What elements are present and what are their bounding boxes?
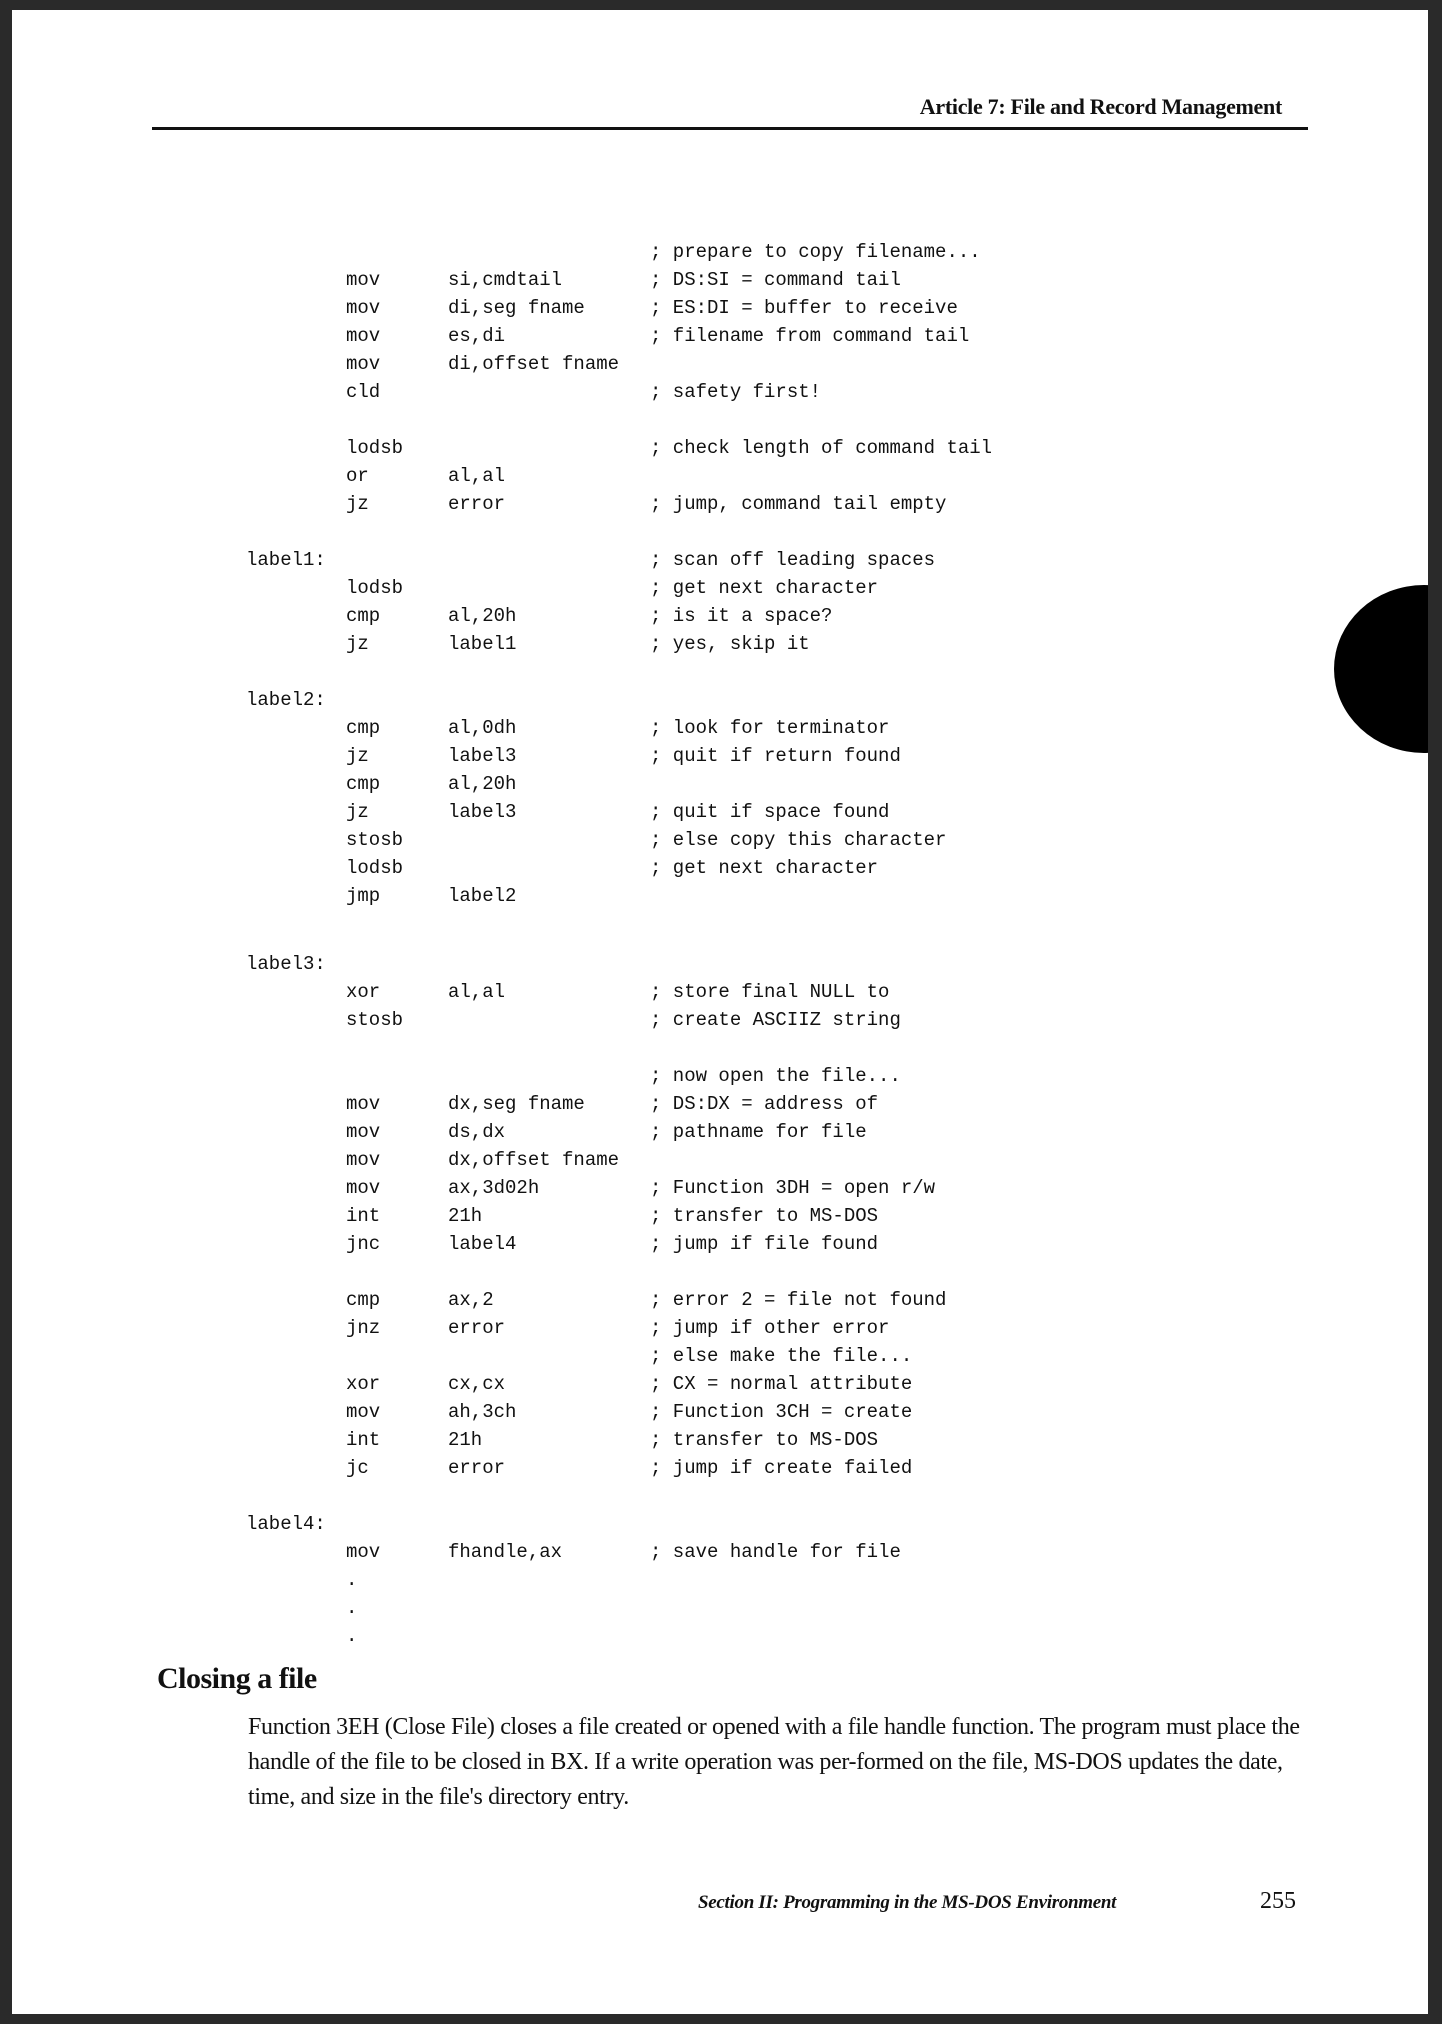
- code-opcode: xor: [346, 1373, 381, 1395]
- code-label: label4:: [246, 1513, 326, 1535]
- code-comment: ; DS:SI = command tail: [650, 269, 901, 291]
- section-heading: Closing a file: [157, 1662, 317, 1695]
- code-opcode: .: [346, 1625, 358, 1647]
- code-opcode: jz: [346, 493, 369, 515]
- code-comment: ; transfer to MS-DOS: [650, 1429, 879, 1451]
- code-operands: ax,2: [448, 1289, 494, 1311]
- code-opcode: jz: [346, 745, 369, 767]
- code-comment: ; now open the file...: [650, 1065, 901, 1087]
- code-opcode: mov: [346, 353, 381, 375]
- code-opcode: cmp: [346, 605, 381, 627]
- code-opcode: jmp: [346, 885, 381, 907]
- code-comment: ; ES:DI = buffer to receive: [650, 297, 958, 319]
- code-opcode: cmp: [346, 1289, 381, 1311]
- code-comment: ; create ASCIIZ string: [650, 1009, 901, 1031]
- code-operands: error: [448, 493, 506, 515]
- code-operands: al,20h: [448, 773, 517, 795]
- code-opcode: .: [346, 1569, 358, 1591]
- code-comment: ; scan off leading spaces: [650, 549, 936, 571]
- code-opcode: mov: [346, 1149, 381, 1171]
- code-operands: label4: [448, 1233, 517, 1255]
- code-comment: ; CX = normal attribute: [650, 1373, 913, 1395]
- code-opcode: int: [346, 1429, 381, 1451]
- code-comment: ; safety first!: [650, 381, 822, 403]
- code-operands: error: [448, 1317, 506, 1339]
- code-operands: es,di: [448, 325, 506, 347]
- code-comment: ; filename from command tail: [650, 325, 970, 347]
- code-comment: ; jump if create failed: [650, 1457, 913, 1479]
- code-opcode: cld: [346, 381, 381, 403]
- code-comment: ; jump if file found: [650, 1233, 879, 1255]
- code-opcode: lodsb: [346, 577, 404, 599]
- code-operands: label1: [448, 633, 517, 655]
- code-comment: ; look for terminator: [650, 717, 890, 739]
- code-opcode: mov: [346, 325, 381, 347]
- code-comment: ; store final NULL to: [650, 981, 890, 1003]
- code-comment: ; Function 3DH = open r/w: [650, 1177, 936, 1199]
- code-opcode: .: [346, 1597, 358, 1619]
- header-rule: [152, 127, 1308, 130]
- code-operands: label3: [448, 745, 517, 767]
- code-label: label2:: [246, 689, 326, 711]
- code-operands: ah,3ch: [448, 1401, 517, 1423]
- code-operands: al,20h: [448, 605, 517, 627]
- code-opcode: stosb: [346, 829, 404, 851]
- code-operands: cx,cx: [448, 1373, 506, 1395]
- code-operands: si,cmdtail: [448, 269, 563, 291]
- code-operands: 21h: [448, 1429, 483, 1451]
- thumb-tab-marker: [1334, 585, 1428, 753]
- code-label: label3:: [246, 953, 326, 975]
- code-comment: ; else make the file...: [650, 1345, 913, 1367]
- code-operands: 21h: [448, 1205, 483, 1227]
- code-comment: ; jump if other error: [650, 1317, 890, 1339]
- code-operands: di,offset fname: [448, 353, 620, 375]
- page-number: 255: [1260, 1888, 1296, 1914]
- code-opcode: xor: [346, 981, 381, 1003]
- code-comment: ; is it a space?: [650, 605, 833, 627]
- code-opcode: mov: [346, 1093, 381, 1115]
- code-comment: ; error 2 = file not found: [650, 1289, 947, 1311]
- code-operands: label3: [448, 801, 517, 823]
- code-opcode: stosb: [346, 1009, 404, 1031]
- code-operands: al,al: [448, 981, 506, 1003]
- code-opcode: jnz: [346, 1317, 381, 1339]
- code-operands: dx,offset fname: [448, 1149, 620, 1171]
- code-opcode: jz: [346, 633, 369, 655]
- code-opcode: cmp: [346, 717, 381, 739]
- code-operands: al,al: [448, 465, 506, 487]
- code-comment: ; pathname for file: [650, 1121, 867, 1143]
- code-label: label1:: [246, 549, 326, 571]
- code-opcode: lodsb: [346, 437, 404, 459]
- code-comment: ; check length of command tail: [650, 437, 993, 459]
- code-comment: ; quit if return found: [650, 745, 901, 767]
- code-opcode: jnc: [346, 1233, 381, 1255]
- code-opcode: mov: [346, 1177, 381, 1199]
- code-opcode: mov: [346, 1401, 381, 1423]
- code-opcode: mov: [346, 1121, 381, 1143]
- code-comment: ; get next character: [650, 577, 879, 599]
- body-paragraph: Function 3EH (Close File) closes a file created or opened with a file handle function. The program must place the handle of the file to be closed in BX. If a write operation was per-formed on the file, MS-DOS updates the date, time, and size in the file's directory entry.: [248, 1714, 1300, 1810]
- code-operands: dx,seg fname: [448, 1093, 585, 1115]
- code-comment: ; Function 3CH = create: [650, 1401, 913, 1423]
- code-comment: ; prepare to copy filename...: [650, 241, 981, 263]
- code-operands: di,seg fname: [448, 297, 585, 319]
- code-comment: ; yes, skip it: [650, 633, 810, 655]
- code-opcode: mov: [346, 297, 381, 319]
- code-opcode: jz: [346, 801, 369, 823]
- book-page: [12, 10, 1428, 2014]
- code-opcode: mov: [346, 269, 381, 291]
- code-operands: error: [448, 1457, 506, 1479]
- code-comment: ; quit if space found: [650, 801, 890, 823]
- code-comment: ; DS:DX = address of: [650, 1093, 879, 1115]
- code-opcode: cmp: [346, 773, 381, 795]
- code-opcode: mov: [346, 1541, 381, 1563]
- code-opcode: or: [346, 465, 369, 487]
- code-operands: al,0dh: [448, 717, 517, 739]
- code-comment: ; transfer to MS-DOS: [650, 1205, 879, 1227]
- code-operands: ds,dx: [448, 1121, 506, 1143]
- code-comment: ; jump, command tail empty: [650, 493, 947, 515]
- code-operands: label2: [448, 885, 517, 907]
- code-comment: ; save handle for file: [650, 1541, 901, 1563]
- code-opcode: int: [346, 1205, 381, 1227]
- code-comment: ; else copy this character: [650, 829, 947, 851]
- code-operands: ax,3d02h: [448, 1177, 540, 1199]
- code-comment: ; get next character: [650, 857, 879, 879]
- code-opcode: lodsb: [346, 857, 404, 879]
- running-head: Article 7: File and Record Management: [919, 94, 1282, 119]
- code-operands: fhandle,ax: [448, 1541, 563, 1563]
- footer-section-title: Section II: Programming in the MS-DOS Environment: [698, 1892, 1117, 1913]
- code-opcode: jc: [346, 1457, 369, 1479]
